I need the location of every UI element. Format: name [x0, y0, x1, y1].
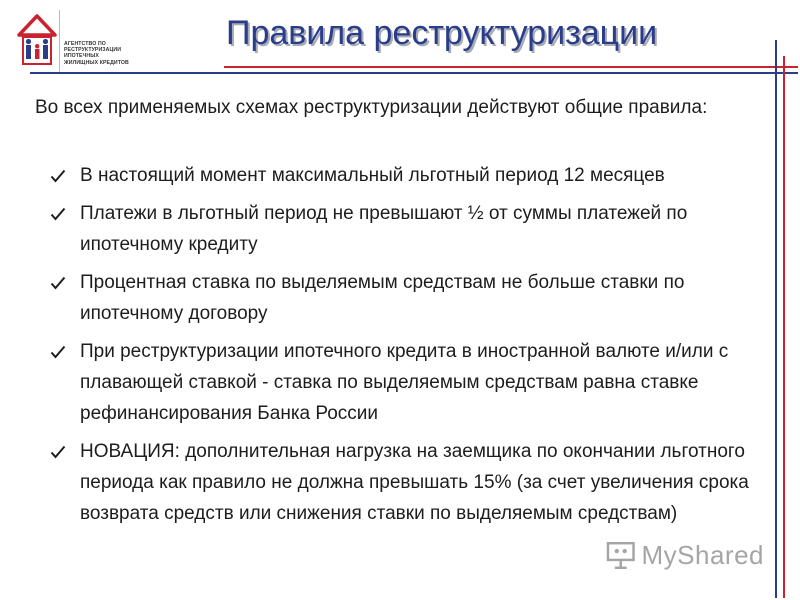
- intro-text: Во всех применяемых схемах реструктуризации действуют общие правила:: [35, 97, 708, 118]
- list-item: [50, 160, 770, 191]
- house-logo-icon: [16, 8, 58, 68]
- page-title: Правила реструктуризации: [226, 14, 658, 52]
- checkmark-icon: [50, 207, 66, 221]
- list-item: [50, 267, 770, 329]
- rule-text: При реструктуризации ипотечного кредита в иностранной валюте и/или с плавающей ставкой - ставка по выделяемым средствам равна ставке рефинансирования Банка России: [80, 341, 729, 424]
- logo-caption: АГЕНТСТВО ПО РЕСТРУКТУРИЗАЦИИ ИПОТЕЧНЫХ ЖИЛИЩНЫХ КРЕДИТОВ: [64, 41, 129, 66]
- rules-list: [50, 160, 770, 536]
- watermark-text: MyShared: [641, 539, 764, 570]
- list-item: [50, 198, 770, 260]
- presentation-board-icon: [606, 540, 636, 570]
- checkmark-icon: [50, 445, 66, 459]
- agency-logo: [14, 8, 130, 74]
- rule-text: Платежи в льготный период не превышают ½ от суммы платежей по ипотечному кредиту: [80, 203, 688, 255]
- list-item: [50, 436, 770, 529]
- checkmark-icon: [50, 345, 66, 359]
- vertical-rule-blue: [775, 40, 777, 598]
- logo-divider: [59, 10, 60, 72]
- title-underline-red: [224, 66, 798, 68]
- rule-text: В настоящий момент максимальный льготный период 12 месяцев: [80, 165, 665, 186]
- myshared-watermark: [606, 536, 764, 574]
- list-item: [50, 336, 770, 429]
- rule-text: Процентная ставка по выделяемым средствам не больше ставки по ипотечному договору: [80, 272, 685, 324]
- checkmark-icon: [50, 276, 66, 290]
- title-underline-blue: [30, 72, 798, 74]
- checkmark-icon: [50, 169, 66, 183]
- vertical-rule-red: [783, 56, 785, 598]
- rule-text: НОВАЦИЯ: дополнительная нагрузка на заемщика по окончании льготного периода как правило не должна превышать 15% (за счет увеличения срока возврата средств или снижения ставки по выделяемым средствам): [80, 441, 749, 524]
